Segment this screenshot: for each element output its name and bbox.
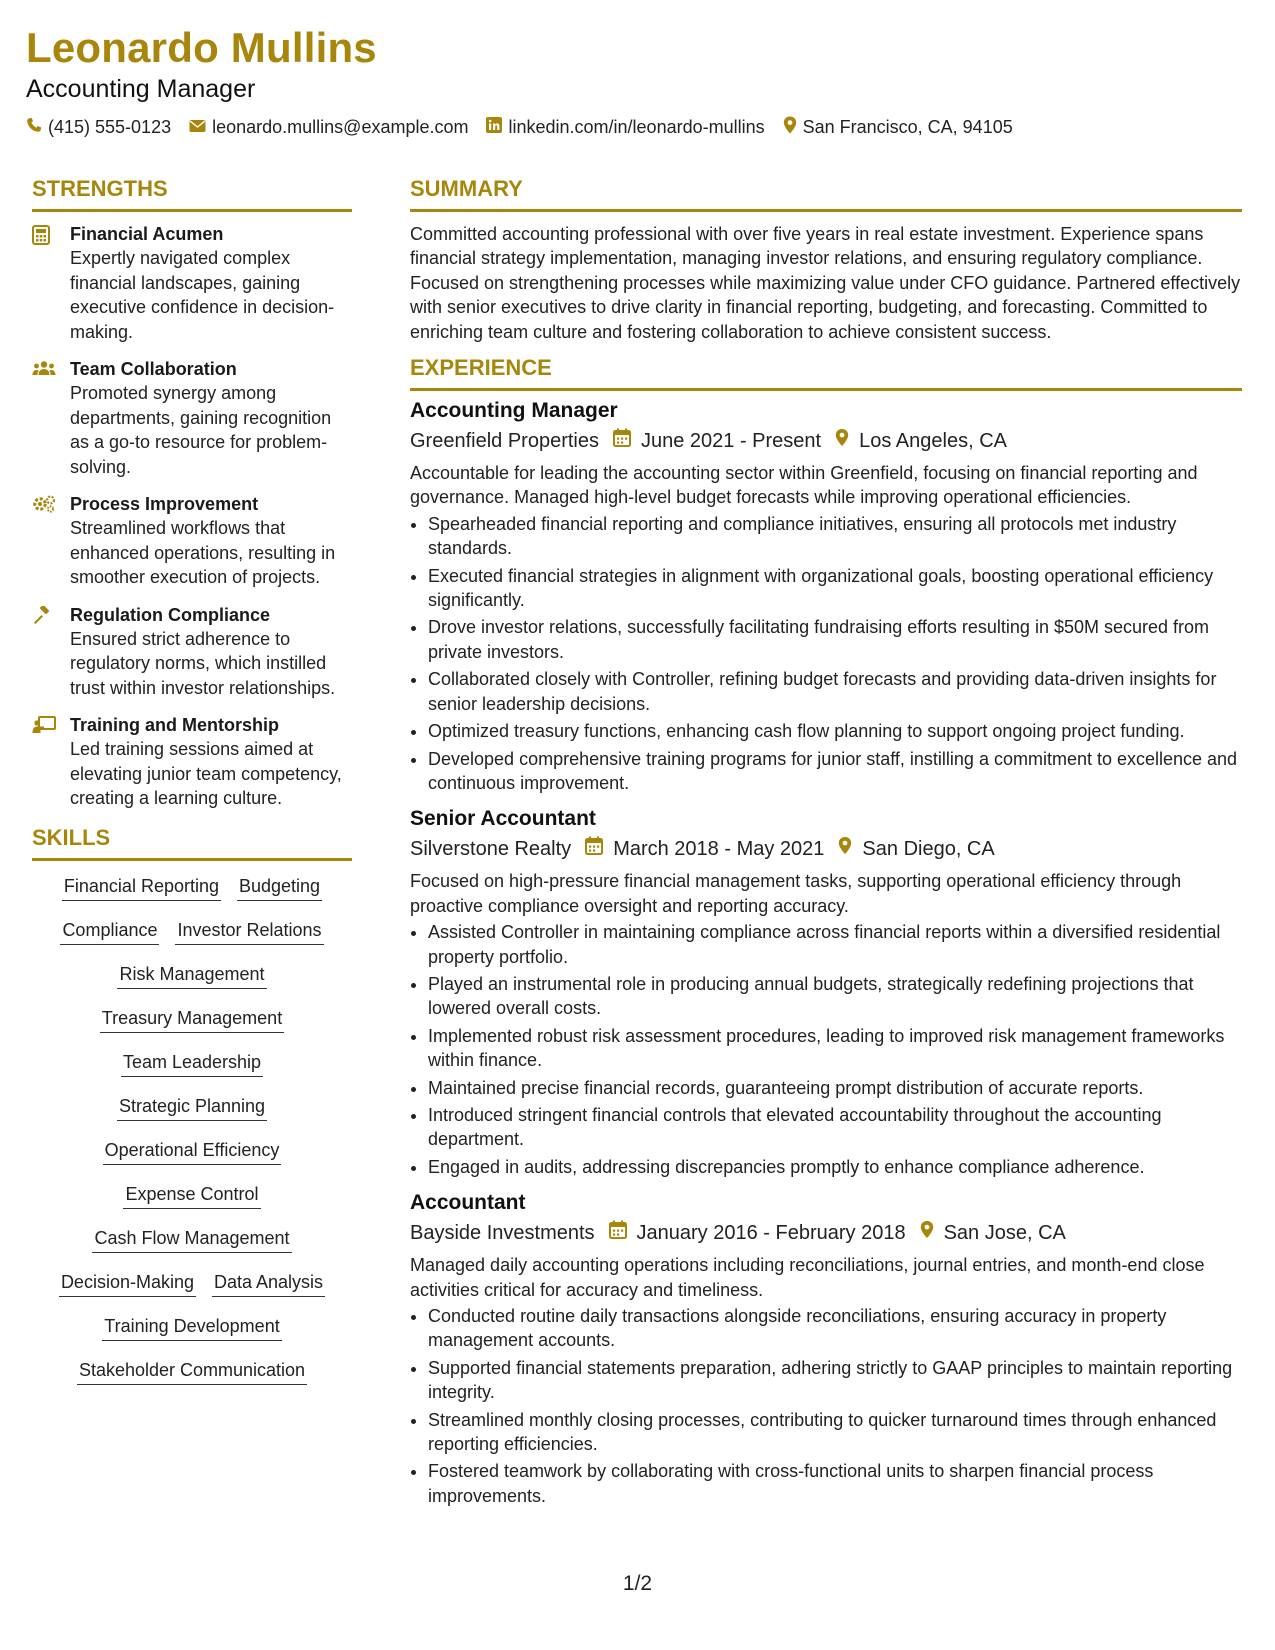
job-bullet: • Executed financial strategies in alignment with organizational goals, boosting operational efficiency significantly. bbox=[428, 564, 1242, 613]
skill-row bbox=[32, 1227, 352, 1253]
gavel-icon bbox=[32, 603, 70, 701]
strengths-section bbox=[32, 175, 352, 811]
calculator-icon bbox=[32, 222, 70, 344]
section-divider bbox=[410, 209, 1242, 212]
job-bullet: • Developed comprehensive training programs for junior staff, instilling a commitment to excellence and continuous improvement. bbox=[428, 747, 1242, 796]
teacher-icon bbox=[32, 713, 70, 811]
job-description: Focused on high-pressure financial management tasks, supporting operational efficiency through proactive compliance oversight and reporting accuracy. bbox=[410, 871, 1182, 916]
job-entry bbox=[410, 1189, 1242, 1508]
skill-row bbox=[32, 1051, 352, 1077]
job-bullet: • Played an instrumental role in producing annual budgets, strategically redefining projections that lowered overall costs. bbox=[428, 972, 1242, 1021]
skill-row bbox=[32, 963, 352, 989]
job-entry bbox=[410, 805, 1242, 1179]
job-company: Bayside Investments bbox=[410, 1222, 595, 1245]
resume-header bbox=[26, 22, 1245, 139]
map-pin-icon bbox=[920, 1219, 944, 1247]
calendar-icon bbox=[613, 427, 641, 455]
job-dates: June 2021 - Present bbox=[640, 430, 822, 453]
skill-tag: Team Leadership bbox=[121, 1051, 263, 1077]
skill-row bbox=[32, 1139, 352, 1165]
job-company: Greenfield Properties bbox=[410, 430, 599, 453]
skill-row bbox=[32, 1007, 352, 1033]
strength-item bbox=[32, 492, 352, 590]
gears-icon bbox=[32, 492, 70, 590]
section-divider bbox=[410, 388, 1242, 391]
experience-section bbox=[410, 354, 1242, 1508]
map-pin-icon bbox=[835, 427, 859, 455]
skill-tag: Data Analysis bbox=[212, 1271, 325, 1297]
job-bullet: • Conducted routine daily transactions alongside reconciliations, ensuring accuracy in property management accounts. bbox=[428, 1304, 1242, 1353]
skill-tag: Expense Control bbox=[123, 1183, 260, 1209]
envelope-icon bbox=[189, 117, 212, 138]
right-column bbox=[410, 175, 1242, 1518]
strength-desc: Expertly navigated complex financial landscapes, gaining executive confidence in decision-making. bbox=[70, 248, 335, 342]
skill-tag: Stakeholder Communication bbox=[77, 1359, 307, 1385]
linkedin-text: linkedin.com/in/leonardo-mullins bbox=[508, 117, 765, 137]
skill-row bbox=[32, 1095, 352, 1121]
skill-row bbox=[32, 919, 352, 945]
job-entry bbox=[410, 397, 1242, 795]
job-bullets bbox=[410, 1304, 1242, 1508]
experience-heading: EXPERIENCE bbox=[410, 355, 552, 381]
job-bullet: • Spearheaded financial reporting and compliance initiatives, ensuring all protocols met industry standards. bbox=[428, 512, 1242, 561]
section-divider bbox=[32, 858, 352, 861]
map-pin-icon bbox=[838, 835, 862, 863]
strength-desc: Streamlined workflows that enhanced operations, resulting in smoother execution of projects. bbox=[70, 518, 336, 587]
strength-desc: Led training sessions aimed at elevating junior team competency, creating a learning culture. bbox=[70, 739, 342, 808]
calendar-icon bbox=[585, 835, 613, 863]
contact-email[interactable] bbox=[189, 117, 468, 138]
skills-list bbox=[32, 871, 352, 1385]
strength-desc: Promoted synergy among departments, gaining recognition as a go-to resource for problem-solving. bbox=[70, 383, 332, 477]
summary-section bbox=[410, 175, 1242, 344]
job-location: San Jose, CA bbox=[943, 1222, 1066, 1245]
strength-item bbox=[32, 357, 352, 479]
job-bullet: • Collaborated closely with Controller, refining budget forecasts and providing data-driven insights for senior leadership decisions. bbox=[428, 667, 1242, 716]
job-location: San Diego, CA bbox=[862, 838, 995, 861]
job-description: Managed daily accounting operations including reconciliations, journal entries, and month-end close activities critical for accuracy and timeliness. bbox=[410, 1255, 1205, 1300]
job-bullet: • Introduced stringent financial controls that elevated accountability throughout the accounting department. bbox=[428, 1103, 1242, 1152]
job-bullets bbox=[410, 512, 1242, 795]
candidate-name: Leonardo Mullins bbox=[26, 24, 377, 71]
job-title: Accounting Manager bbox=[410, 399, 618, 423]
strengths-heading: STRENGTHS bbox=[32, 176, 168, 201]
summary-heading: SUMMARY bbox=[410, 176, 523, 201]
job-bullet: • Assisted Controller in maintaining compliance across financial reports within a diversified residential property portfolio. bbox=[428, 920, 1242, 969]
job-meta bbox=[410, 427, 1242, 455]
phone-icon bbox=[26, 117, 48, 138]
job-bullet: • Supported financial statements preparation, adhering strictly to GAAP principles to maintain reporting integrity. bbox=[428, 1356, 1242, 1405]
left-column bbox=[32, 175, 352, 1403]
skill-tag: Training Development bbox=[102, 1315, 281, 1341]
skill-row bbox=[32, 1315, 352, 1341]
job-bullet: • Maintained precise financial records, guaranteeing prompt distribution of accurate reports. bbox=[428, 1076, 1242, 1100]
location-text: San Francisco, CA, 94105 bbox=[802, 117, 1013, 137]
strength-title: Financial Acumen bbox=[70, 224, 224, 244]
job-meta bbox=[410, 1219, 1242, 1247]
users-icon bbox=[32, 357, 70, 479]
calendar-icon bbox=[609, 1219, 637, 1247]
linkedin-icon bbox=[486, 117, 508, 138]
contact-location bbox=[783, 116, 1013, 139]
contact-phone[interactable] bbox=[26, 117, 171, 138]
job-meta bbox=[410, 835, 1242, 863]
skill-row bbox=[32, 1359, 352, 1385]
summary-text: Committed accounting professional with over five years in real estate investment. Experience spans financial strategy implementation, managing investor relations, and ensuring regulatory compliance. Focused on strengthening processes while maximizing value under CFO guidance. Partnered effectively with senior executives to drive clarity in financial reporting, budgeting, and forecasting. Committed to enriching team culture and fostering collaboration to achieve consistent success. bbox=[410, 224, 1241, 342]
skill-tag: Budgeting bbox=[237, 875, 322, 901]
job-bullet: • Engaged in audits, addressing discrepancies promptly to enhance compliance adherence. bbox=[428, 1155, 1242, 1179]
strength-item bbox=[32, 222, 352, 344]
strength-item bbox=[32, 713, 352, 811]
job-title: Accountant bbox=[410, 1191, 526, 1215]
contact-bar bbox=[26, 116, 1245, 139]
phone-text: (415) 555-0123 bbox=[48, 117, 172, 137]
skill-tag: Treasury Management bbox=[100, 1007, 284, 1033]
strength-title: Training and Mentorship bbox=[70, 715, 280, 735]
skill-row bbox=[32, 875, 352, 901]
skills-heading: SKILLS bbox=[32, 824, 111, 850]
map-pin-icon bbox=[783, 116, 803, 139]
strength-title: Team Collaboration bbox=[70, 359, 237, 379]
page-number: 1/2 bbox=[622, 1572, 653, 1595]
job-company: Silverstone Realty bbox=[410, 838, 572, 861]
skill-tag: Decision-Making bbox=[59, 1271, 196, 1297]
job-location: Los Angeles, CA bbox=[859, 430, 1007, 453]
job-title: Senior Accountant bbox=[410, 807, 596, 831]
email-text: leonardo.mullins@example.com bbox=[212, 117, 469, 137]
job-bullet: • Fostered teamwork by collaborating with cross-functional units to sharpen financial process improvements. bbox=[428, 1459, 1242, 1508]
skill-tag: Strategic Planning bbox=[117, 1095, 267, 1121]
candidate-title: Accounting Manager bbox=[26, 75, 256, 103]
job-dates: January 2016 - February 2018 bbox=[636, 1222, 906, 1245]
skill-tag: Risk Management bbox=[117, 963, 266, 989]
skill-tag: Cash Flow Management bbox=[92, 1227, 291, 1253]
skill-tag: Investor Relations bbox=[175, 919, 323, 945]
section-divider bbox=[32, 209, 352, 212]
job-bullet: • Streamlined monthly closing processes, contributing to quicker turnaround times through enhanced reporting efficiencies. bbox=[428, 1408, 1242, 1457]
job-bullet: • Optimized treasury functions, enhancing cash flow planning to support ongoing project funding. bbox=[428, 719, 1242, 743]
contact-linkedin[interactable] bbox=[486, 117, 764, 138]
job-description: Accountable for leading the accounting sector within Greenfield, focusing on financial reporting and governance. Managed high-level budget forecasts while improving operational efficiencies. bbox=[410, 463, 1198, 508]
strength-title: Regulation Compliance bbox=[70, 604, 271, 625]
job-bullet: • Drove investor relations, successfully facilitating fundraising efforts resulting in $50M secured from private investors. bbox=[428, 615, 1242, 664]
skills-section bbox=[32, 824, 352, 1385]
skill-row bbox=[32, 1183, 352, 1209]
job-bullets bbox=[410, 920, 1242, 1179]
skill-tag: Operational Efficiency bbox=[103, 1139, 282, 1165]
job-bullet: • Implemented robust risk assessment procedures, leading to improved risk management frameworks within finance. bbox=[428, 1024, 1242, 1073]
skill-tag: Financial Reporting bbox=[62, 875, 221, 901]
job-dates: March 2018 - May 2021 bbox=[613, 838, 825, 861]
skill-row bbox=[32, 1271, 352, 1297]
skill-tag: Compliance bbox=[60, 919, 159, 945]
strength-item bbox=[32, 603, 352, 701]
strength-title: Process Improvement bbox=[70, 494, 259, 514]
strength-desc: Ensured strict adherence to regulatory norms, which instilled trust within investor relationships. bbox=[70, 628, 336, 698]
